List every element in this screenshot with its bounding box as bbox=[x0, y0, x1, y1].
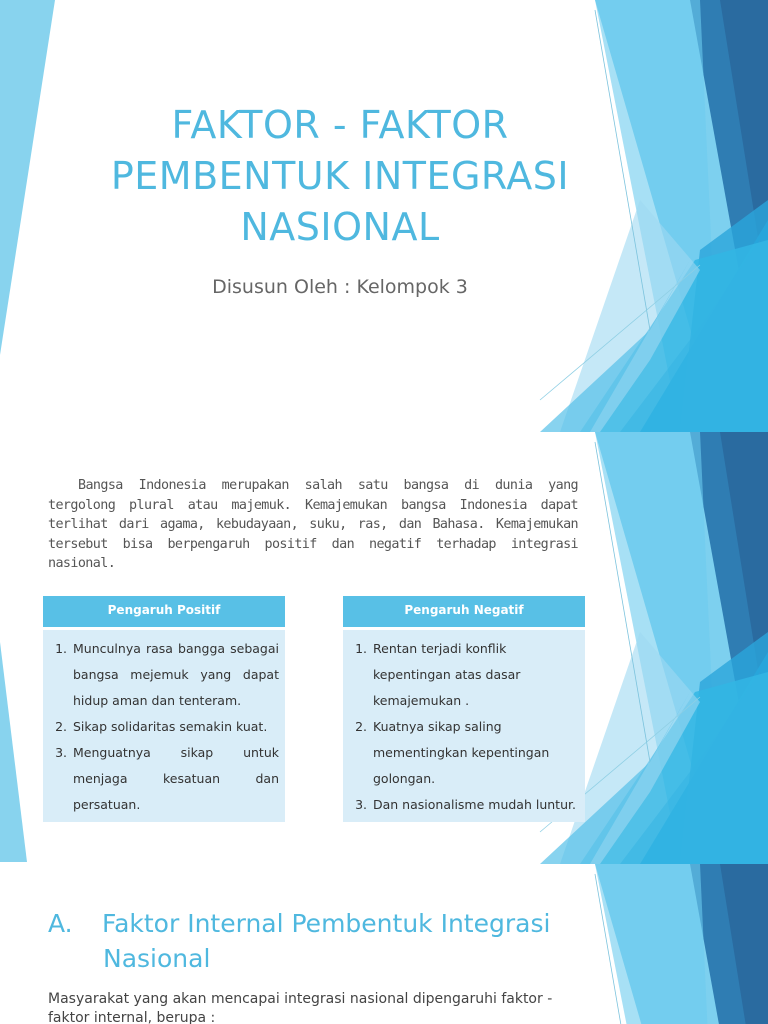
slide-influence bbox=[0, 432, 768, 864]
positive-influence-table bbox=[43, 596, 285, 822]
section-heading bbox=[48, 906, 588, 976]
presentation-title: FAKTOR - FAKTOR PEMBENTUK INTEGRASI NASIONAL bbox=[110, 103, 570, 249]
list-item: 1. Rentan terjadi konflik kepentingan atas dasar kemajemukan . bbox=[371, 636, 579, 714]
section-heading-line1: Faktor Internal Pembentuk Integrasi bbox=[102, 909, 551, 938]
list-item: 2. Sikap solidaritas semakin kuat. bbox=[71, 714, 279, 740]
slide-title bbox=[0, 0, 768, 432]
slide-internal-factors bbox=[0, 864, 768, 1024]
presentation-subtitle: Disusun Oleh : Kelompok 3 bbox=[212, 276, 468, 298]
list-item: 1. Munculnya rasa bangga sebagai bangsa mejemuk yang dapat hidup aman dan tenteram. bbox=[71, 636, 279, 714]
list-item: 3. Menguatnya sikap untuk menjaga kesatuan dan persatuan. bbox=[71, 740, 279, 818]
table-header: Pengaruh Positif bbox=[43, 596, 285, 627]
intro-paragraph: Bangsa Indonesia merupakan salah satu bangsa di dunia yang tergolong plural atau majemuk. Kemajemukan bangsa Indonesia dapat terlihat dari agama, kebudayaan, suku, ras, dan Bahasa. Kemajemukan tersebut bisa berpengaruh positif dan negatif terhadap integrasi nasional. bbox=[48, 478, 578, 571]
table-body bbox=[43, 630, 285, 822]
section-number: A. bbox=[48, 909, 73, 938]
list-item: 2. Kuatnya sikap saling mementingkan kepentingan golongan. bbox=[371, 714, 579, 792]
table-body bbox=[343, 630, 585, 822]
table-header: Pengaruh Negatif bbox=[343, 596, 585, 627]
section-body: Masyarakat yang akan mencapai integrasi nasional dipengaruhi faktor - faktor internal, berupa : bbox=[48, 991, 553, 1024]
section-heading-line2: Nasional bbox=[103, 944, 211, 973]
list-item: 3. Dan nasionalisme mudah luntur. bbox=[371, 792, 579, 818]
negative-influence-table bbox=[343, 596, 585, 822]
